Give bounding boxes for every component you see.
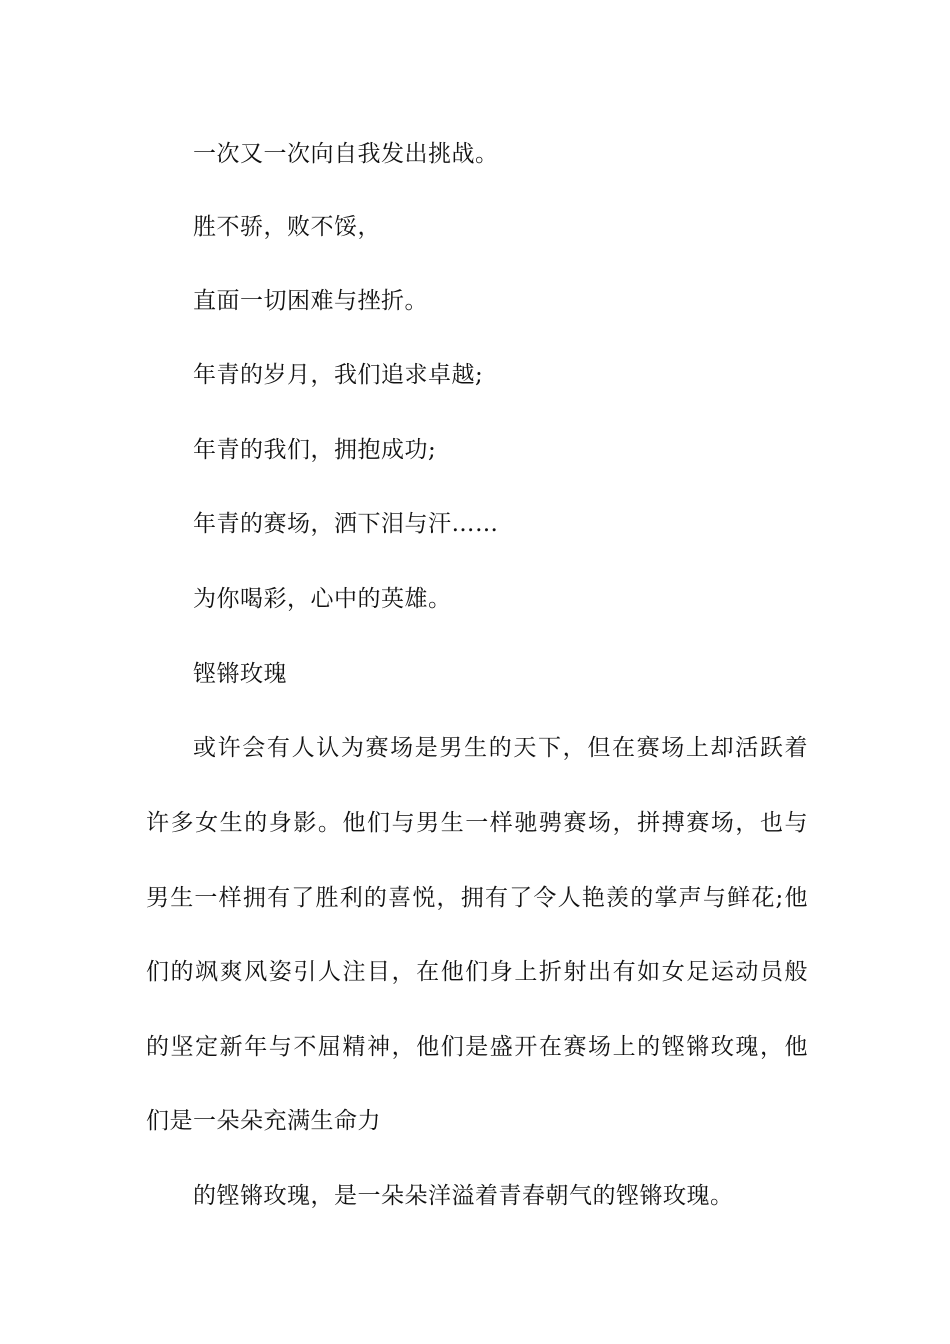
- poem-line-3: 直面一切困难与挫折。: [193, 288, 428, 314]
- paragraph-line-6: 们是一朵朵充满生命力: [146, 1108, 381, 1134]
- poem-line-2: 胜不骄，败不馁，: [193, 214, 381, 240]
- paragraph-line-5: 的坚定新年与不屈精神，他们是盛开在赛场上的铿锵玫瑰，他: [146, 1034, 808, 1060]
- poem-line-4: 年青的岁月，我们追求卓越;: [193, 362, 484, 388]
- poem-line-6: 年青的赛场，洒下泪与汗……: [193, 511, 499, 537]
- paragraph-line-4: 们的飒爽风姿引人注目，在他们身上折射出有如女足运动员般: [146, 959, 808, 985]
- closing-line: 的铿锵玫瑰，是一朵朵洋溢着青春朝气的铿锵玫瑰。: [193, 1183, 734, 1209]
- section-heading: 铿锵玫瑰: [193, 661, 287, 687]
- poem-line-5: 年青的我们，拥抱成功;: [193, 437, 437, 463]
- paragraph-line-2: 许多女生的身影。他们与男生一样驰骋赛场，拼搏赛场，也与: [146, 810, 808, 836]
- poem-line-7: 为你喝彩，心中的英雄。: [193, 586, 452, 612]
- paragraph-line-3: 男生一样拥有了胜利的喜悦，拥有了令人艳羡的掌声与鲜花;他: [146, 885, 808, 911]
- poem-line-1: 一次又一次向自我发出挑战。: [193, 141, 499, 167]
- paragraph-line-1: 或许会有人认为赛场是男生的天下，但在赛场上却活跃着: [193, 735, 808, 761]
